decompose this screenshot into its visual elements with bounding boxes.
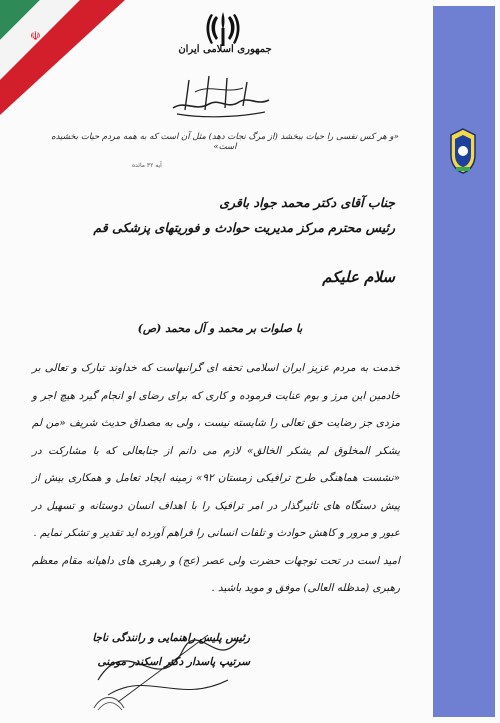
quran-quote: «و هر کس نفسی را حیات ببخشد (از مرگ نجات دهد) مثل آن است که به همه مردم حیات بخشیده است»: [51, 132, 399, 152]
body-paragraph: خدمت به مردم عزیز ایران اسلامی تحفه ای گرانبهاست که خداوند تبارک و تعالی بر خادمین این مرز و بوم عنایت فرموده و کاری که برای رضای او انجام گیرد هیچ اجر و مزدی جز رضایت حق تعالی را شایسته نیست ، ولی به مصداق حدیث شریف «من لم یشکر المخلوق لم یشکر الخالق» لازم می دانم از جنابعالی که با مشارکت در «نشست هماهنگی طرح ترافیکی زمستان ۹۲» زمینه ایجاد تعامل و همکاری بیش از پیش دستگاه های تاثیرگذار در امر ترافیک را با اهداف انسان دوستانه و تسهیل در عبور و مرور و کاهش حوادث و تلفات انسانی را فراهم آورده اید تقدیر و تشکر نمایم .: [32, 362, 400, 539]
quote-reference: آیه ۳۲ مائده: [132, 162, 162, 169]
iran-flag-icon: [0, 0, 130, 115]
addressee-title: رئیس محترم مرکز مدیریت حوادث و فوریتهای پزشکی قم: [93, 220, 395, 235]
seal-stamp-icon: [92, 690, 126, 714]
addressee-name: جناب آقای دکتر محمد جواد باقری: [219, 195, 395, 210]
body-paragraph: امید است در تحت توجهات حضرت ولی عصر (عج) و رهبری های داهیانه مقام معظم رهبری (مدظله العالی) موفق و موید باشید .: [32, 554, 400, 594]
bismillah-text: [165, 70, 166, 71]
police-emblem-icon: [448, 127, 478, 175]
letter-body: [32, 355, 400, 603]
salawat-line: با صلوات بر محمد و آل محمد (ص): [137, 322, 303, 335]
signature-title: رئیس پلیس راهنمایی و رانندگی ناجا: [92, 632, 250, 644]
greeting: سلام علیکم: [322, 268, 395, 286]
calligraphy-art: [165, 70, 275, 120]
signature-name: سرتیپ پاسدار دکتر اسکندر مومنی: [97, 656, 250, 668]
side-band: [433, 6, 495, 717]
iran-emblem-icon: [206, 10, 240, 48]
svg-text:☫: ☫: [30, 29, 41, 43]
bismillah-calligraphy: [165, 70, 275, 120]
republic-title: جمهوری اسلامی ایران: [178, 44, 272, 55]
